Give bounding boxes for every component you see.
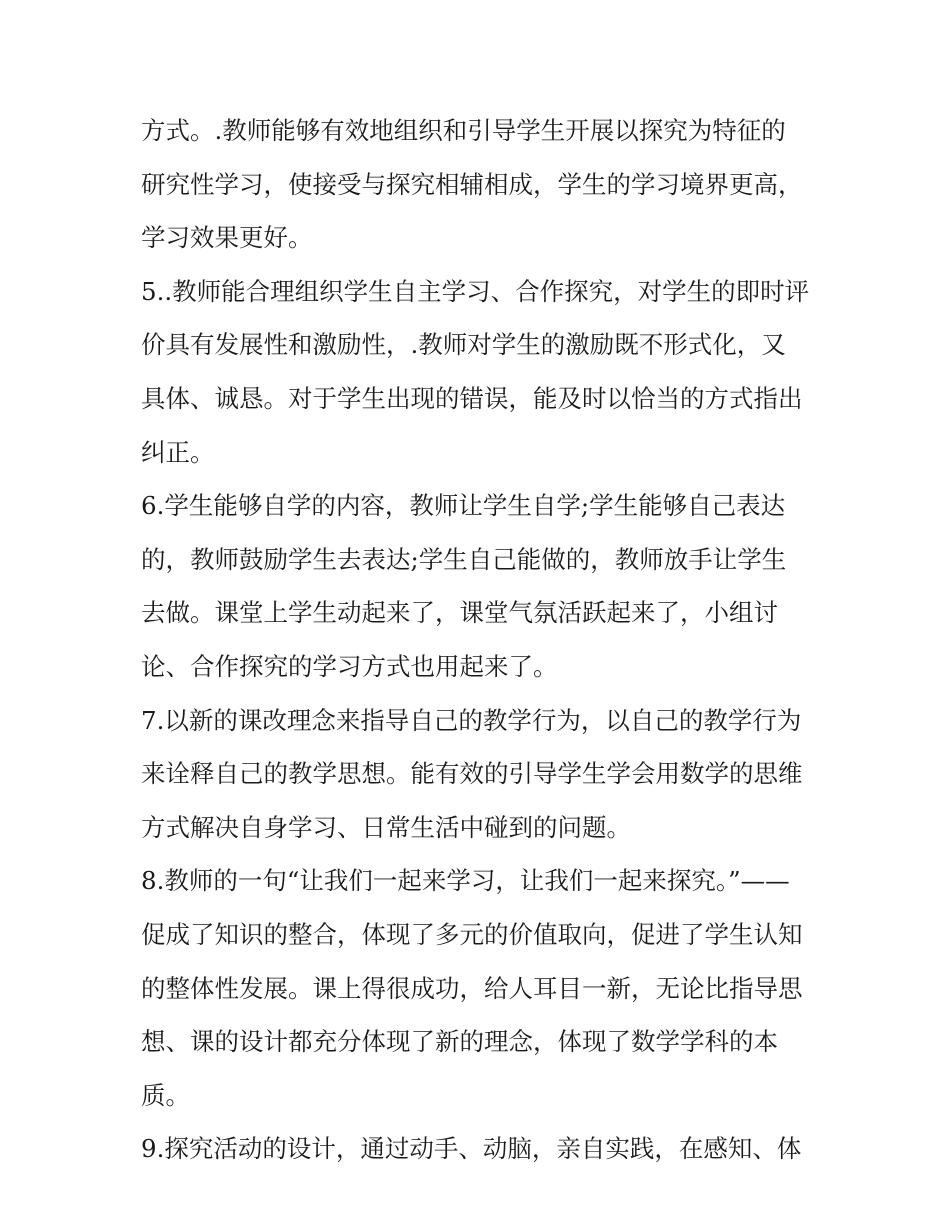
text-line: 具体、诚恳。对于学生出现的错误，能及时以恰当的方式指出 (141, 383, 803, 413)
text-line: 论、合作探究的学习方式也用起来了。 (141, 651, 558, 681)
text-line: 研究性学习，使接受与探究相辅相成，学生的学习境界更高， (141, 169, 803, 199)
document-body (141, 104, 813, 1176)
text-line: 7.以新的课改理念来指导自己的教学行为，以自己的教学行为 (141, 705, 802, 735)
text-line: 价具有发展性和激励性，.教师对学生的激励既不形式化，又 (141, 330, 786, 360)
text-line: 9.探究活动的设计，通过动手、动脑，亲自实践，在感知、体 (141, 1134, 802, 1164)
text-line: 方式解决自身学习、日常生活中碰到的问题。 (141, 812, 631, 842)
text-line: 的，教师鼓励学生去表达;学生自己能做的，教师放手让学生 (141, 544, 787, 574)
text-line: 来诠释自己的教学思想。能有效的引导学生学会用数学的思维 (141, 759, 803, 789)
text-line: 8.教师的一句“让我们一起来学习，让我们一起来探究。”—— (141, 866, 790, 896)
text-line: 方式。.教师能够有效地组织和引导学生开展以探究为特征的 (141, 116, 786, 145)
text-line: 促成了知识的整合，体现了多元的价值取向，促进了学生认知 (141, 919, 803, 949)
text-line: 质。 (141, 1080, 190, 1110)
text-line: 去做。课堂上学生动起来了，课堂气氛活跃起来了，小组讨 (141, 598, 778, 628)
text-line: 6.学生能够自学的内容，教师让学生自学;学生能够自己表达 (141, 491, 786, 521)
text-line: 5..教师能合理组织学生自主学习、合作探究，对学生的即时评 (141, 276, 810, 306)
text-line: 想、课的设计都充分体现了新的理念，体现了数学学科的本 (141, 1027, 778, 1057)
text-line: 纠正。 (141, 437, 215, 467)
text-line: 的整体性发展。课上得很成功，给人耳目一新，无论比指导思 (141, 973, 803, 1003)
text-line: 学习效果更好。 (141, 223, 313, 253)
